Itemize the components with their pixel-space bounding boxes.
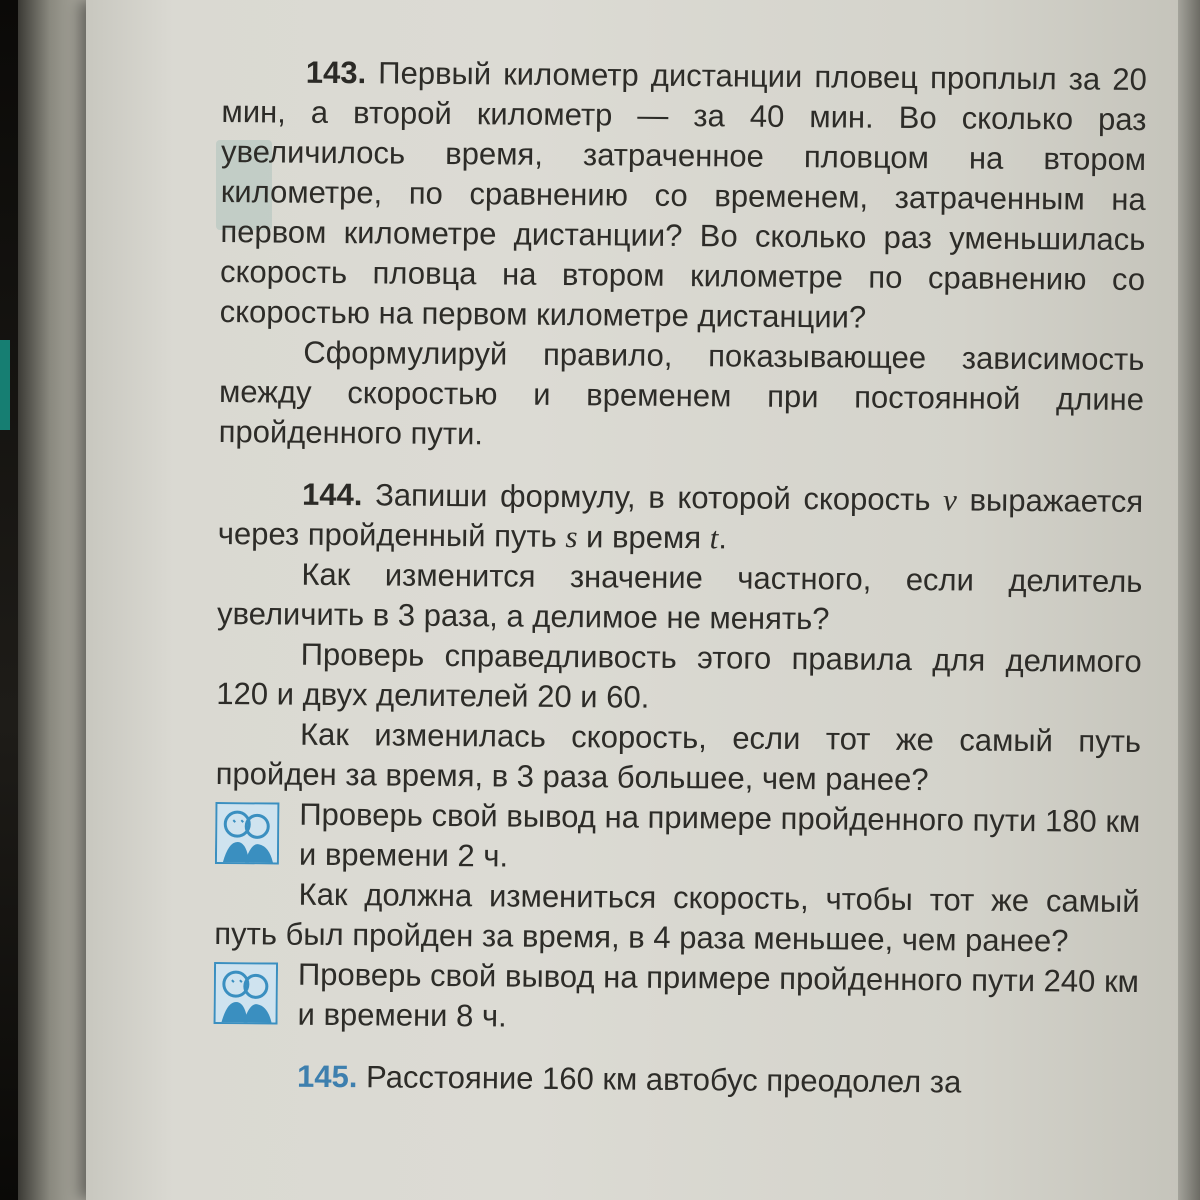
problem-paragraph: Сформулируй правило, показывающее зависимость между скоростью и временем при постоянной длине пройденного пути. (218, 334, 1145, 452)
problem-paragraph: Как должна измениться скорость, чтобы тот же самый путь был пройден за время, в 4 раза меньшее, чем ранее? (214, 876, 1140, 959)
problem-number: 145. (296, 1058, 358, 1095)
variable-t: t (709, 520, 719, 556)
problem-text: Расстояние 160 км автобус преодолел за (365, 1059, 962, 1100)
variable-s: s (565, 519, 578, 555)
cover-edge-tab (0, 340, 10, 430)
page-right-edge (1178, 0, 1200, 1200)
problem-paragraph: Проверь справедливость этого правила для делимого 120 и двух делителей 20 и 60. (216, 636, 1142, 715)
problem-text: и время (577, 519, 710, 556)
two-faces-check-icon (215, 802, 280, 865)
problem-number: 144. (301, 476, 363, 513)
problem-paragraph: Как изменилась скорость, если тот же самый путь пройден за время, в 3 раза большее, чем ранее? (215, 716, 1142, 798)
hint-text: Проверь свой вывод на примере пройденного пути 240 км и времени 8 ч. (297, 956, 1140, 1034)
problem-143 (219, 52, 1147, 460)
page-text (213, 52, 1147, 1104)
problem-143-text-block (220, 52, 1147, 340)
problem-145-text-block (213, 1056, 1138, 1104)
two-faces-check-icon (214, 962, 279, 1025)
book-spine-shadow (0, 0, 18, 1200)
problem-text: . (718, 520, 728, 556)
hint-text: Проверь свой вывод на примере пройденного пути 180 км и времени 2 ч. (298, 796, 1141, 874)
problem-145 (213, 1056, 1138, 1104)
hint-row (215, 794, 1141, 882)
problem-text: Запиши формулу, в которой скорость (375, 477, 944, 518)
variable-v: v (942, 482, 958, 518)
hint-row (213, 954, 1139, 1042)
problem-text: выражается через пройденный путь (217, 482, 1144, 555)
problem-144-first-paragraph (218, 474, 1144, 562)
problem-number: 143. (305, 54, 367, 91)
problem-144 (213, 474, 1143, 1042)
problem-paragraph: Как изменится значение частного, если делитель увеличить в 3 раза, а делимое не менять? (216, 556, 1143, 637)
problem-text: Первый километр дистанции пловец проплыл за 20 мин, а второй километр — за 40 мин. Во сколько раз увеличилось время, затраченное пловцом на втором километре, по сравнению со временем, затраченным на первом километре дистанции? Во сколько раз уменьшилась скорость пловца на втором километре по сравнению со скоростью на первом километре дистанции? (219, 55, 1147, 335)
